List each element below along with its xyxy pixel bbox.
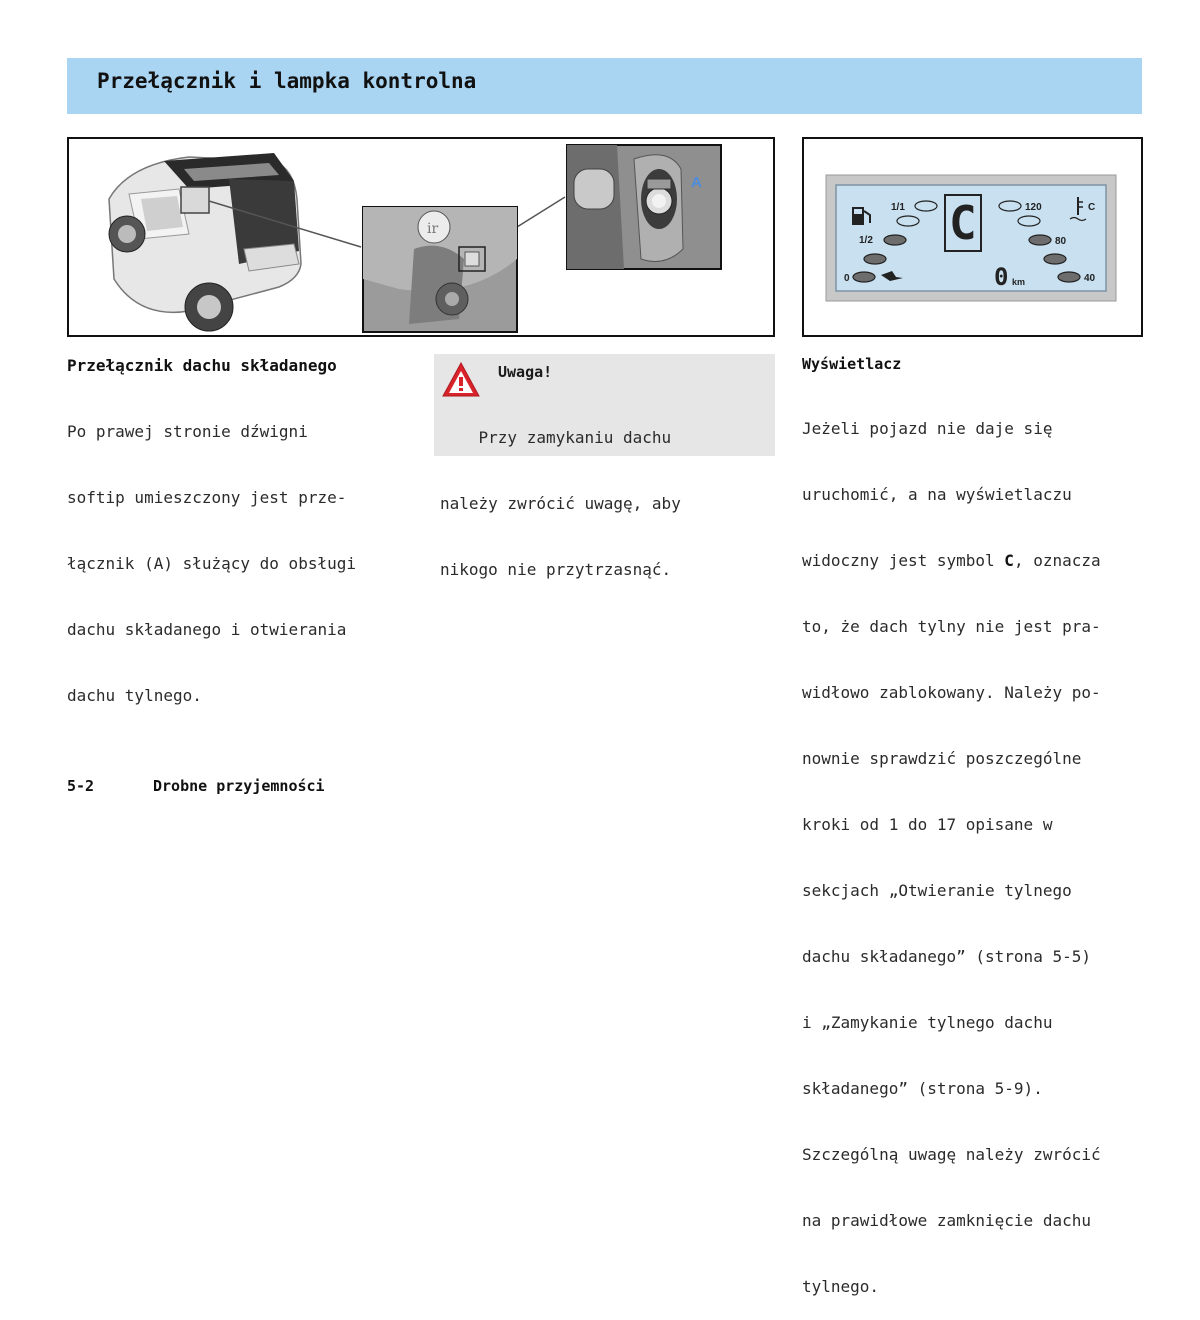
roof-status-symbol: C: [949, 196, 977, 250]
fuel-empty-label: 0: [844, 273, 850, 284]
warning-box: [434, 354, 775, 579]
car-illustration: [109, 153, 301, 331]
svg-text:ir: ir: [427, 221, 439, 237]
footer-section-title: Drobne przyjemności: [153, 777, 325, 795]
car-switch-illustration: [69, 139, 773, 335]
instrument-display: [804, 139, 1141, 335]
fuel-full-label: 1/1: [891, 202, 905, 213]
temp-high-label: 120: [1025, 202, 1042, 213]
page-title: Przełącznik i lampka kontrolna: [97, 69, 477, 93]
display-section-text: Jeżeli pojazd nie daje się uruchomić, a na wyświetlaczu widoczny jest symbol C, oznacza to, że dach tylny nie jest pra- widłowo zablokowany. Należy po- nownie sprawdzić poszczególne kroki od 1 do 17 opisane w sekcjach „Otwieranie tylnego dachu składanego” (strona 5-5) i „Zamykanie tylnego dachu składanego” (strona 5-9). Szczególną uwagę należy zwrócić na prawidłowe zamknięcie dachu tylnego.: [802, 419, 1101, 1296]
car-switch-figure: [67, 137, 775, 337]
steering-column-detail: [363, 207, 517, 332]
switch-section-heading: Przełącznik dachu składanego: [67, 356, 337, 375]
warning-text: Przy zamykaniu dachu należy zwrócić uwagę, aby nikogo nie przytrzasnąć.: [440, 428, 681, 579]
temp-unit-label: C: [1088, 202, 1096, 213]
odometer-unit: km: [1012, 277, 1026, 287]
header-band: [67, 58, 1142, 114]
page-number: 5-2: [67, 777, 95, 795]
temp-mid-label: 80: [1055, 236, 1067, 247]
display-section-heading: Wyświetlacz: [802, 355, 902, 373]
display-figure: [802, 137, 1143, 337]
switch-section-text: Po prawej stronie dźwigni softip umieszczony jest prze- łącznik (A) służący do obsługi dachu składanego i otwierania dachu tylnego.: [67, 422, 356, 705]
odometer-value: 0: [994, 263, 1009, 291]
temp-low-label: 40: [1084, 273, 1096, 284]
switch-callout-label: A: [691, 174, 702, 191]
warning-title: Uwaga!: [498, 363, 553, 381]
switch-closeup-detail: [567, 145, 721, 269]
fuel-half-label: 1/2: [859, 235, 873, 246]
